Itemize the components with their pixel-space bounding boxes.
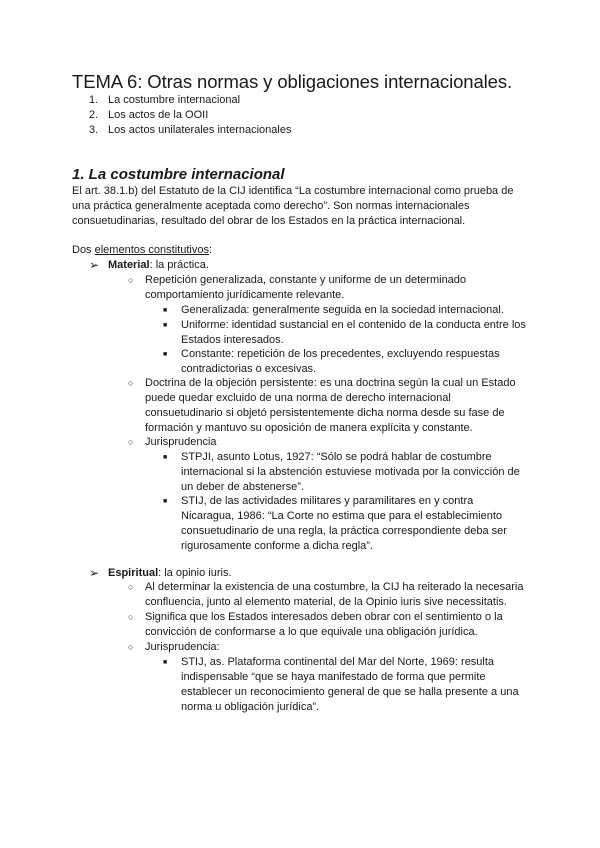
repeticion-item: Repetición generalizada, constante y uniforme de un determinado comportamiento jurídicamente relevante.	[145, 274, 467, 301]
toc-number: 1.	[89, 94, 99, 106]
square-bullet-icon: ■	[163, 307, 168, 314]
determinar-item: Al determinar la existencia de una costumbre, la CIJ ha reiterado la necesaria confluencia, junto al elemento material, de la Opinio iuris sive necessitatis.	[145, 581, 524, 608]
stij-plataforma-item: STIJ, as. Plataforma continental del Mar del Norte, 1969: resulta indispensable “que se haya manifestado de forma que permite establecer un reconocimiento general de que se halla presente a una norma u obligación jurídica”.	[181, 656, 519, 713]
toc-item	[0, 108, 600, 123]
espiritual-rest: : la opinio iuris.	[158, 567, 232, 579]
circle-bullet-icon: ○	[128, 582, 134, 592]
circle-bullet-icon: ○	[128, 437, 134, 447]
table-of-contents	[0, 93, 600, 138]
espiritual-label: Espiritual	[108, 567, 159, 579]
section-heading: 1. La costumbre internacional	[72, 166, 285, 183]
material-rest: : la práctica.	[149, 259, 209, 271]
page-title: TEMA 6: Otras normas y obligaciones internacionales.	[72, 71, 513, 92]
square-bullet-icon: ■	[163, 659, 168, 666]
elements-suffix: :	[208, 244, 213, 256]
stpji-item: STPJI, asunto Lotus, 1927: “Sólo se podrá hablar de costumbre internacional si la abstención estuviese motivada por la convicción de un deber de abstenerse”.	[181, 451, 520, 493]
circle-bullet-icon: ○	[128, 612, 134, 622]
square-bullet-icon: ■	[163, 454, 168, 461]
toc-text: La costumbre internacional	[108, 94, 241, 106]
toc-text: Los actos de la OOII	[108, 109, 209, 121]
square-bullet-icon: ■	[163, 498, 168, 505]
significa-item: Significa que los Estados interesados deben obrar con el sentimiento o la convicción de conformarse a lo que equivale una obligación jurídica.	[145, 611, 503, 638]
stij-nicaragua-item: STIJ, de las actividades militares y paramilitares en y contra Nicaragua, 1986: “La Corte no estima que para el establecimiento consuetudinario de una regla, la práctica correspondiente deba ser rigurosamente conforme a dicha regla”.	[181, 495, 507, 552]
jurisprudencia-item: Jurisprudencia	[145, 436, 217, 448]
square-bullet-icon: ■	[163, 351, 168, 358]
toc-text: Los actos unilaterales internacionales	[108, 124, 292, 136]
elements-intro	[72, 243, 528, 258]
elements-prefix: Dos	[72, 244, 95, 256]
material-item	[108, 258, 528, 273]
circle-bullet-icon: ○	[128, 275, 134, 285]
toc-item	[0, 93, 600, 108]
arrow-bullet-icon: ➢	[89, 566, 100, 580]
circle-bullet-icon: ○	[128, 642, 134, 652]
espiritual-item	[108, 566, 528, 581]
generalizada-item: Generalizada: generalmente seguida en la sociedad internacional.	[181, 304, 504, 316]
constante-item: Constante: repetición de los precedentes, excluyendo respuestas contradictorias o excesivas.	[181, 348, 500, 375]
circle-bullet-icon: ○	[128, 378, 134, 388]
square-bullet-icon: ■	[163, 322, 168, 329]
toc-item	[0, 123, 600, 138]
jurisprudencia-item: Jurisprudencia:	[145, 641, 220, 653]
intro-paragraph: El art. 38.1.b) del Estatuto de la CIJ identifica “La costumbre internacional como prueba de una práctica generalmente aceptada como derecho”. Son normas internacionales consuetudinarias, resultado del obrar de los Estados en la práctica internacional.	[72, 185, 514, 227]
arrow-bullet-icon: ➢	[89, 258, 100, 272]
elements-underlined: elementos constitutivos	[94, 244, 209, 256]
uniforme-item: Uniforme: identidad sustancial en el contenido de la conducta entre los Estados interesados.	[181, 319, 526, 346]
toc-number: 2.	[89, 109, 99, 121]
toc-number: 3.	[89, 124, 99, 136]
doctrina-item: Doctrina de la objeción persistente: es una doctrina según la cual un Estado puede quedar excluido de una norma de derecho internacional consuetudinario si objetó persistentemente dicha norma desde su fase de formación y mantuvo su oposición de manera explícita y constante.	[145, 377, 516, 434]
material-label: Material	[108, 259, 150, 271]
